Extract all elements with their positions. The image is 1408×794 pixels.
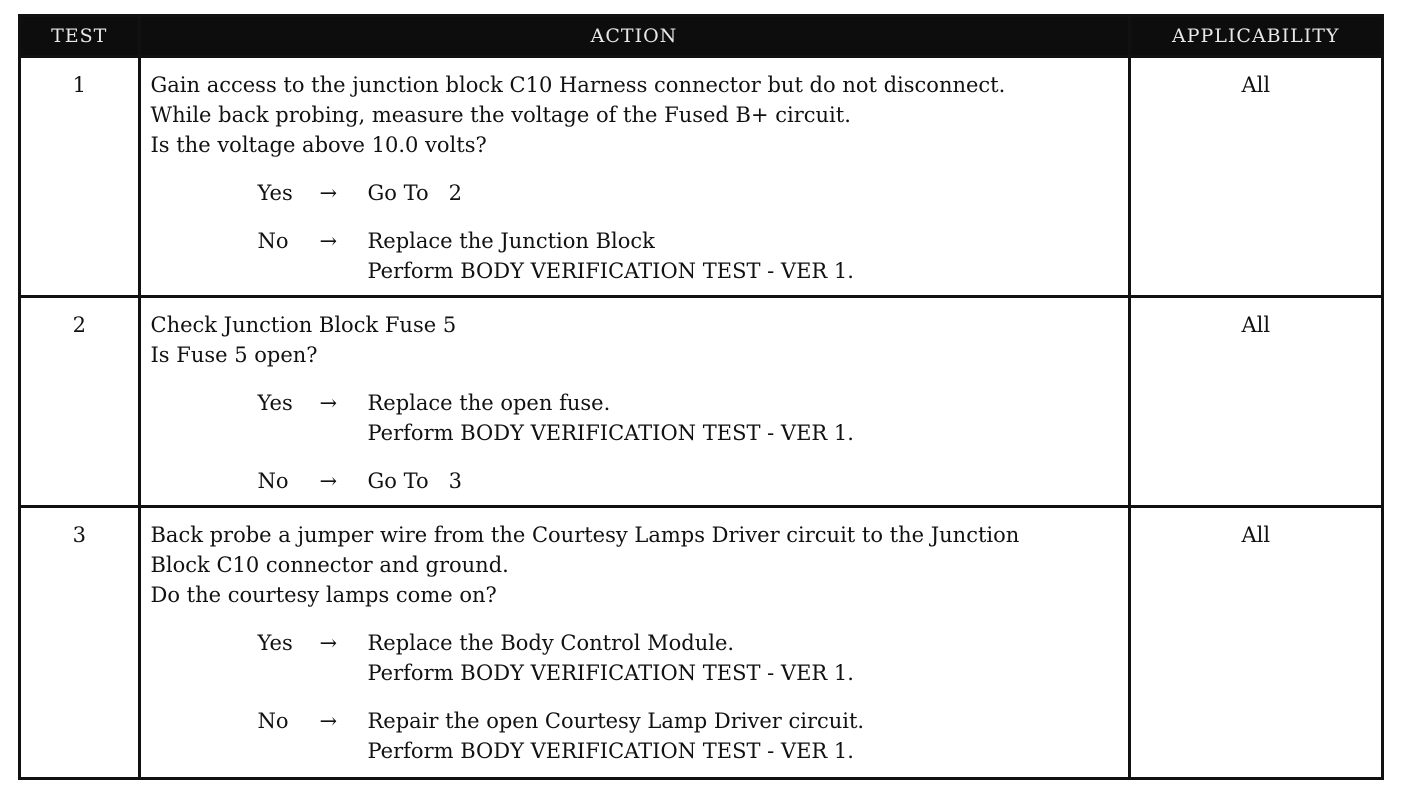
diagnostic-table <box>21 17 1381 777</box>
applicability-cell: All <box>1129 57 1381 297</box>
header-test: TEST <box>21 17 139 57</box>
arrow-right-icon: → <box>319 229 338 253</box>
result-line: Replace the Junction Block <box>367 229 655 253</box>
action-cell <box>139 297 1129 507</box>
applicability-cell: All <box>1129 297 1381 507</box>
question-line: Block C10 connector and ground. <box>150 553 509 577</box>
yes-label: Yes <box>257 631 293 655</box>
result-line: Perform BODY VERIFICATION TEST - VER 1. <box>367 661 854 685</box>
table-row <box>21 507 1381 778</box>
question-line: Is Fuse 5 open? <box>150 343 318 367</box>
no-branch <box>258 466 1122 496</box>
arrow-right-icon: → <box>319 709 338 733</box>
question-line: Gain access to the junction block C10 Harness connector but do not disconnect. <box>150 73 1006 97</box>
question-line: Check Junction Block Fuse 5 <box>150 313 457 337</box>
result-line: Perform BODY VERIFICATION TEST - VER 1. <box>367 421 854 445</box>
arrow-right-icon: → <box>319 631 338 655</box>
no-result <box>368 226 854 286</box>
result-line: Go To 3 <box>367 469 462 493</box>
test-number: 2 <box>21 297 139 507</box>
question-line: While back probing, measure the voltage of the Fused B+ circuit. <box>150 103 851 127</box>
yes-result <box>368 388 854 448</box>
yes-branch <box>258 388 1122 448</box>
result-line: Replace the open fuse. <box>367 391 611 415</box>
question-line: Do the courtesy lamps come on? <box>150 583 497 607</box>
no-label: No <box>257 229 289 253</box>
action-cell <box>139 507 1129 778</box>
yes-label: Yes <box>257 181 293 205</box>
action-cell <box>139 57 1129 297</box>
arrow-right-icon: → <box>319 469 338 493</box>
arrow-right-icon: → <box>319 391 338 415</box>
result-line: Repair the open Courtesy Lamp Driver circuit. <box>367 709 865 733</box>
yes-branch <box>258 628 1122 688</box>
yes-branch <box>258 178 1122 208</box>
result-line: Perform BODY VERIFICATION TEST - VER 1. <box>367 739 854 763</box>
question-line: Back probe a jumper wire from the Courtesy Lamps Driver circuit to the Junction <box>150 523 1020 547</box>
result-line: Replace the Body Control Module. <box>367 631 735 655</box>
no-label: No <box>257 709 289 733</box>
yes-label: Yes <box>257 391 293 415</box>
no-branch <box>258 226 1122 286</box>
no-result <box>368 466 463 496</box>
question-line: Is the voltage above 10.0 volts? <box>150 133 487 157</box>
no-branch <box>258 706 1122 766</box>
table-row <box>21 57 1381 297</box>
no-result <box>368 706 865 766</box>
diagnostic-table-sheet <box>18 14 1384 780</box>
yes-result <box>368 628 854 688</box>
yes-result <box>368 178 463 208</box>
header-applicability: APPLICABILITY <box>1129 17 1381 57</box>
result-line: Perform BODY VERIFICATION TEST - VER 1. <box>367 259 854 283</box>
header-action: ACTION <box>139 17 1129 57</box>
test-number: 3 <box>21 507 139 778</box>
no-label: No <box>257 469 289 493</box>
test-number: 1 <box>21 57 139 297</box>
table-row <box>21 297 1381 507</box>
arrow-right-icon: → <box>319 181 338 205</box>
result-line: Go To 2 <box>367 181 462 205</box>
applicability-cell: All <box>1129 507 1381 778</box>
table-header-row <box>21 17 1381 57</box>
